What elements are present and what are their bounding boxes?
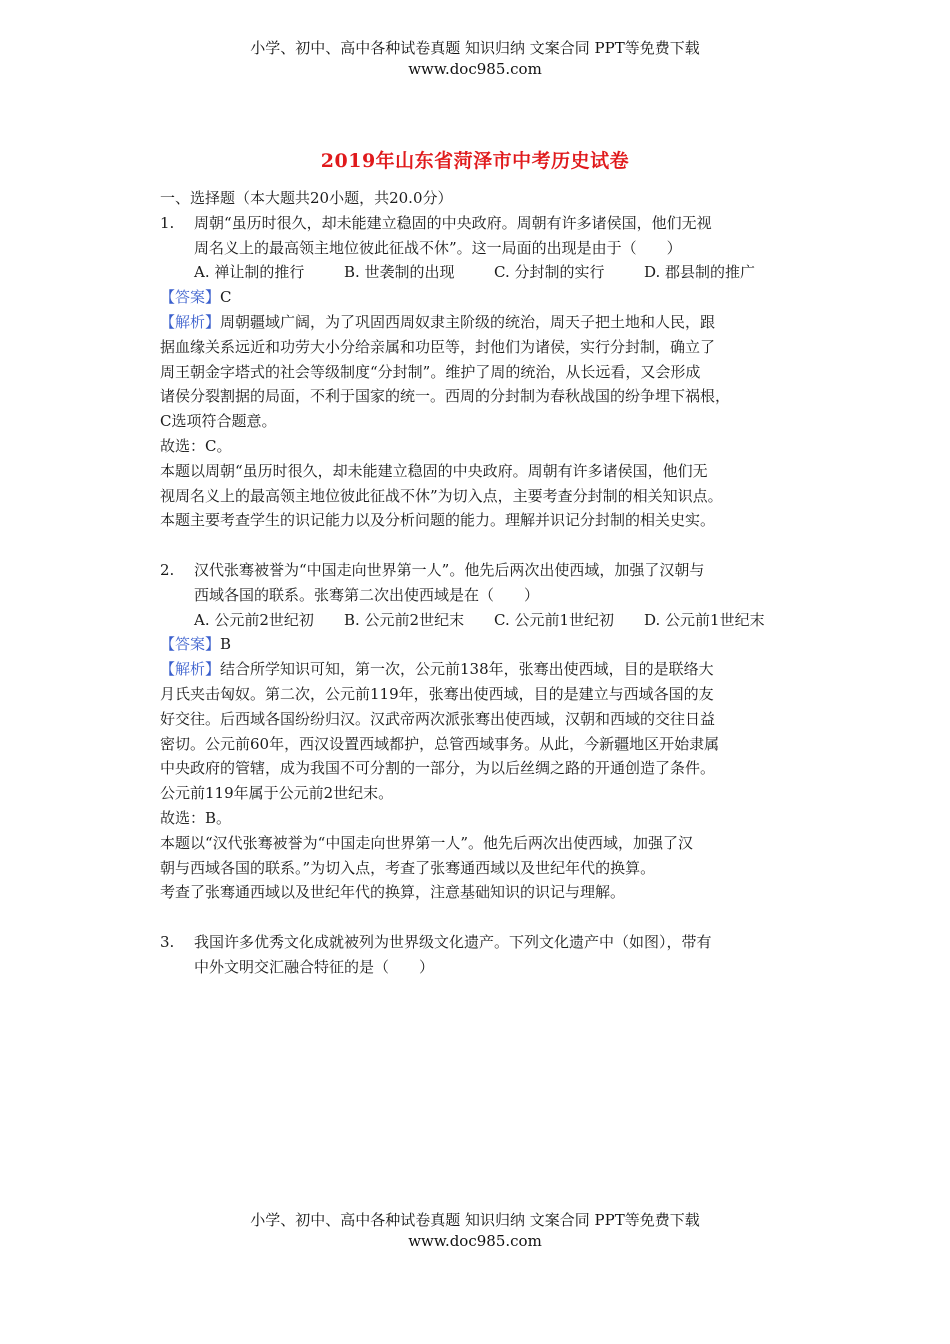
option-a: A. 公元前2世纪初: [194, 610, 314, 629]
analysis-text: 好交往。后西域各国纷纷归汉。汉武帝两次派张骞出使西域，汉朝和西域的交往日益: [160, 709, 716, 728]
options: [160, 608, 795, 633]
question-stem: 周朝“虽历时很久，却未能建立稳固的中央政府。周朝有许多诸侯国，他们无视: [194, 213, 712, 232]
analysis-text: 诸侯分裂割据的局面，不利于国家的统一。西周的分封制为春秋战国的纷争埋下祸根，: [160, 387, 731, 406]
analysis-text: 公元前119年属于公元前2世纪末。: [160, 784, 394, 803]
option-b: B. 世袭制的出现: [344, 263, 455, 282]
analysis-text: 密切。公元前60年，西汉设置西域都护，总管西域事务。从此，今新疆地区开始隶属: [160, 734, 720, 753]
answer-value: B: [220, 635, 232, 654]
note-text: 视周名义上的最高领主地位彼此征战不休”为切入点，主要考查分封制的相关知识点。: [160, 486, 723, 505]
option-a: A. 禅让制的推行: [194, 263, 305, 282]
footer-line1: 小学、初中、高中各种试卷真题 知识归纳 文案合同 PPT等免费下载: [250, 1211, 700, 1229]
question-3: [160, 930, 795, 980]
header-url[interactable]: www.doc985.com: [408, 60, 542, 78]
analysis-tag: 【解析】: [160, 312, 221, 331]
analysis-text: 周朝疆域广阔，为了巩固西周奴隶主阶级的统治，周天子把土地和人民，跟: [220, 312, 716, 331]
analysis-line: [160, 657, 795, 682]
note-text: 朝与西域各国的联系。”为切入点，考查了张骞通西域以及世纪年代的换算。: [160, 858, 656, 877]
analysis-tag: 【解析】: [160, 660, 221, 679]
options: [160, 260, 795, 285]
analysis-text: 中央政府的管辖，成为我国不可分割的一部分，为以后丝绸之路的开通创造了条件。: [160, 759, 716, 778]
question-stem: 我国许多优秀文化成就被列为世界级文化遗产。下列文化遗产中（如图），带有: [194, 932, 712, 951]
header-line1: 小学、初中、高中各种试卷真题 知识归纳 文案合同 PPT等免费下载: [250, 39, 700, 57]
option-c: C. 分封制的实行: [494, 263, 605, 282]
option-b: B. 公元前2世纪末: [344, 610, 465, 629]
question-stem: 汉代张骞被誉为“中国走向世界第一人”。他先后两次出使西域，加强了汉朝与: [194, 560, 705, 579]
option-d: D. 郡县制的推广: [644, 263, 756, 282]
section-heading: 一、选择题（本大题共20小题，共20.0分）: [160, 189, 453, 207]
note-text: 本题以周朝“虽历时很久，却未能建立稳固的中央政府。周朝有许多诸侯国，他们无: [160, 461, 708, 480]
analysis-text: 据血缘关系远近和功劳大小分给亲属和功臣等，封他们为诸侯，实行分封制，确立了: [160, 337, 716, 356]
footer-url[interactable]: www.doc985.com: [408, 1232, 542, 1250]
question-1: [160, 211, 795, 533]
choose-line: 故选：C。: [160, 436, 232, 455]
question-number: 1.: [160, 213, 175, 232]
analysis-text: 月氏夹击匈奴。第二次，公元前119年，张骞出使西域，目的是建立与西域各国的友: [160, 684, 714, 703]
page-footer: [0, 1210, 950, 1252]
answer-value: C: [220, 288, 232, 307]
note-text: 本题主要考查学生的识记能力以及分析问题的能力。理解并识记分封制的相关史实。: [160, 511, 716, 530]
note-text: 本题以“汉代张骞被誉为“中国走向世界第一人”。他先后两次出使西域，加强了汉: [160, 833, 694, 852]
question-stem-cont: 西域各国的联系。张骞第二次出使西域是在（ ）: [194, 585, 540, 604]
analysis-text: 周王朝金字塔式的社会等级制度“分封制”。维护了周的统治，从长远看，又会形成: [160, 362, 701, 381]
question-stem-cont: 周名义上的最高领主地位彼此征战不休”。这一局面的出现是由于（ ）: [194, 238, 682, 257]
option-c: C. 公元前1世纪初: [494, 610, 615, 629]
answer-line: [160, 632, 795, 657]
question-2: [160, 558, 795, 905]
question-stem-cont: 中外文明交汇融合特征的是（ ）: [194, 957, 435, 976]
note-text: 考查了张骞通西域以及世纪年代的换算，注意基础知识的识记与理解。: [160, 883, 626, 902]
answer-tag: 【答案】: [160, 288, 221, 307]
analysis-text: C选项符合题意。: [160, 412, 277, 431]
answer-tag: 【答案】: [160, 635, 221, 654]
question-number: 3.: [160, 932, 175, 951]
answer-line: [160, 285, 795, 310]
option-d: D. 公元前1世纪末: [644, 610, 765, 629]
analysis-line: [160, 310, 795, 335]
question-number: 2.: [160, 560, 175, 579]
analysis-text: 结合所学知识可知，第一次，公元前138年，张骞出使西域，目的是联络大: [220, 660, 714, 679]
document-body: [160, 186, 795, 980]
page-header: [0, 38, 950, 80]
choose-line: 故选：B。: [160, 808, 232, 827]
document-title: 2019年山东省菏泽市中考历史试卷: [320, 150, 630, 172]
